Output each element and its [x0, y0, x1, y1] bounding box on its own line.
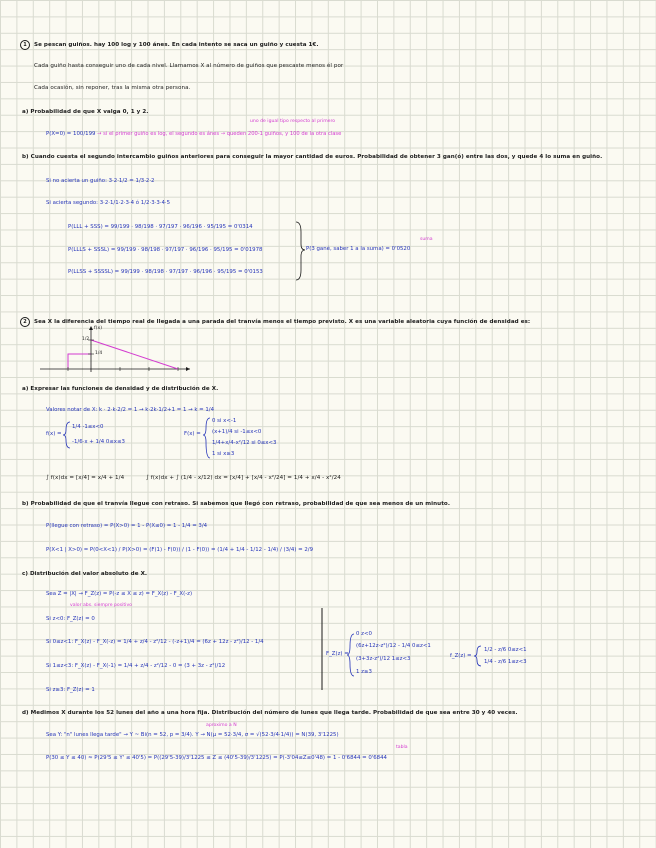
ex2-c-pink-note: valor abs. siempre positivo — [70, 603, 132, 608]
Fz-case-3: (3+3z-z²)/12 1≤z<3 — [356, 656, 411, 662]
fz-case-2: 1/4 - z/6 1≤z<3 — [484, 659, 527, 665]
graph-label-quarter: 1/4 — [95, 351, 103, 356]
ex2-b-line-2: P(X<1 | X>0) = P(0<X<1) / P(X>0) = (F(1) - F(0)) / (1 - F(0)) = (1/4 + 1/4 - 1/12 - 1/4) / (3/4) = 2/9 — [46, 547, 314, 553]
ex2-c-line-2: Si z<0: F_Z(z) = 0 — [46, 616, 95, 622]
ex1-b-result: P(3 gané, saber 1 a la suma) = 0'0520 — [306, 246, 411, 252]
F-case-3: 1/4+x/4-x²/12 si 0≤x<3 — [212, 440, 277, 446]
ex1-a-note: → si el primer guiño es log, el segundo es ánes → queden 200-1 guiños, y 100 de la otra clase — [97, 131, 342, 137]
Fz-case-2: (6z+12z-z²)/12 - 1/4 0≤z<1 — [356, 643, 431, 649]
f-name: f(x) = — [46, 431, 62, 437]
Fz-case-1: 0 z<0 — [356, 631, 372, 637]
ex1-b-result-pink: suma — [420, 237, 433, 242]
fz-case-1: 1/2 - z/6 0≤z<1 — [484, 647, 527, 653]
ex1-a-pink-note: uno de igual tipo respecto al primero — [250, 119, 336, 124]
ex2-d-line-2: P(30 ≤ Y ≤ 40) ≈ P(29'5 ≤ Y' ≤ 40'5) = P((29'5-39)/3'1225 ≤ Z ≤ (40'5-39)/3'1225) = P(-3'04≤Z≤0'48) = 1 - 0'6844 = 0'6844 — [46, 755, 387, 761]
ex1-a-formula-text: P(X=0) = 100/199 — [46, 131, 96, 137]
fz-name: f_Z(z) = — [450, 653, 472, 659]
ex2-d-line-1: Sea Y: "n" lunes llega tarde" → Y ~ Bi(n = 52, p = 3/4). Y → N(μ = 52·3/4, σ = √(52·3/4·1/4)) = N(39, 3'1225) — [46, 732, 339, 738]
F-case-4: 1 si x≥3 — [212, 451, 235, 457]
Fz-name: F_Z(z) = — [326, 651, 349, 657]
f-case-1: 1/4 -1≤x<0 — [72, 424, 104, 430]
ex1-b-prob-3: P(LLSS + SSSSL) = 99/199 · 98/198 · 97/197 · 96/196 · 95/195 = 0'0153 — [68, 269, 263, 275]
graph-label-fx: f(x) — [94, 326, 103, 331]
ex2-d-pink-1: aproximo a N — [206, 723, 237, 728]
integral-1: ∫ f(x)dx = [x/4] = x/4 + 1/4 — [46, 475, 125, 481]
ex1-statement-line-2: Cada guiño hasta conseguir uno de cada nivel. Llamamos X al número de guiños que pescaste menos él por — [34, 63, 344, 69]
f-case-2: -1/6·x + 1/4 0≤x≤3 — [72, 439, 125, 445]
ex2-a-line-1: Valores notar de X: k · 2·k·2/2 = 1 → k·2k·1/2+1 = 1 → k = 1/4 — [46, 407, 215, 413]
ex2-number: 2 — [20, 317, 30, 327]
F-case-1: 0 si x<-1 — [212, 418, 237, 424]
F-case-2: (x+1)/4 si -1≤x<0 — [212, 429, 262, 435]
ex1-b-line-2: Si acierta segundo: 3·2·1/1·2·3·4 ó 1/2·3·3·4·5 — [46, 200, 171, 206]
graph-label-half: 1/2 — [82, 337, 90, 342]
ex1-statement-text-1: Se pescan guiños. hay 100 log y 100 ánes. En cada intento se saca un guiño y cuesta 1€. — [34, 42, 319, 48]
ex1-b-prob-1: P(LLL + SSS) = 99/199 · 98/198 · 97/197 · 96/196 · 95/195 = 0'0314 — [68, 224, 253, 230]
ex2-b-label: b) Probabilidad de que el tranvía llegue con retraso. Si sabemos que llegó con retraso, probabilidad de que sea menos de un minuto. — [22, 501, 450, 507]
Fz-case-4: 1 z≥3 — [356, 669, 372, 675]
ex1-a-label: a) Probabilidad de que X valga 0, 1 y 2. — [22, 109, 149, 115]
ex2-a-label: a) Expresar las funciones de densidad y de distribución de X. — [22, 386, 219, 392]
ex1-number: 1 — [20, 40, 30, 50]
ex2-c-label: c) Distribución del valor absoluto de X. — [22, 571, 148, 577]
ex2-c-line-4: Si 1≤z<3: F_X(z) - F_X(-1) = 1/4 + z/4 - z²/12 - 0 = (3 + 3z - z²)/12 — [46, 663, 226, 669]
ex2-b-line-1: P(llegue con retraso) = P(X>0) = 1 - P(X≤0) = 1 - 1/4 = 3/4 — [46, 523, 208, 529]
ex1-b-prob-2: P(LLLS + SSSL) = 99/199 · 98/198 · 97/197 · 96/196 · 95/195 = 0'01978 — [68, 247, 263, 253]
integral-2: ∫ f(x)dx + ∫ (1/4 - x/12) dx = [x/4] + [x/4 - x²/24] = 1/4 + x/4 - x²/24 — [146, 475, 341, 481]
ex1-statement-line-3: Cada ocasión, sin reponer, tras la misma otra persona. — [34, 85, 191, 91]
ex2-d-pink-2: tabla — [396, 745, 408, 750]
ex2-c-line-1: Sea Z = |X| → F_Z(z) = P(-z ≤ X ≤ z) = F_X(z) - F_X(-z) — [46, 591, 193, 597]
ex1-b-label: b) Cuando cuesta el segundo intercambio guiños anteriores para conseguir la mayor cantidad de euros. Probabilidad de obtener 3 gan(ó) entre las dos, y quede 4 lo suma en guiño. — [22, 154, 603, 160]
F-name: F(x) = — [184, 431, 201, 437]
ex2-statement-text: Sea X la diferencia del tiempo real de llegada a una parada del tranvía menos el tiempo previsto. X es una variable aleatoria cuya función de densidad es: — [34, 319, 531, 325]
ex2-c-line-5: Si z≥3: F_Z(z) = 1 — [46, 687, 95, 693]
ex1-b-line-1: Si no acierta un guiño: 3·2·1/2 = 1/3·2·2 — [46, 178, 155, 184]
ex2-d-label: d) Medimos X durante los 52 lunes del año a una hora fija. Distribución del número de lunes que llega tarde. Probabilidad de que sea entre 30 y 40 veces. — [22, 710, 518, 716]
ex2-c-line-3: Si 0≤z<1: F_X(z) - F_X(-z) = 1/4 + z/4 - z²/12 - (-z+1)/4 = (6z + 12z - z²)/12 - 1/4 — [46, 639, 264, 645]
